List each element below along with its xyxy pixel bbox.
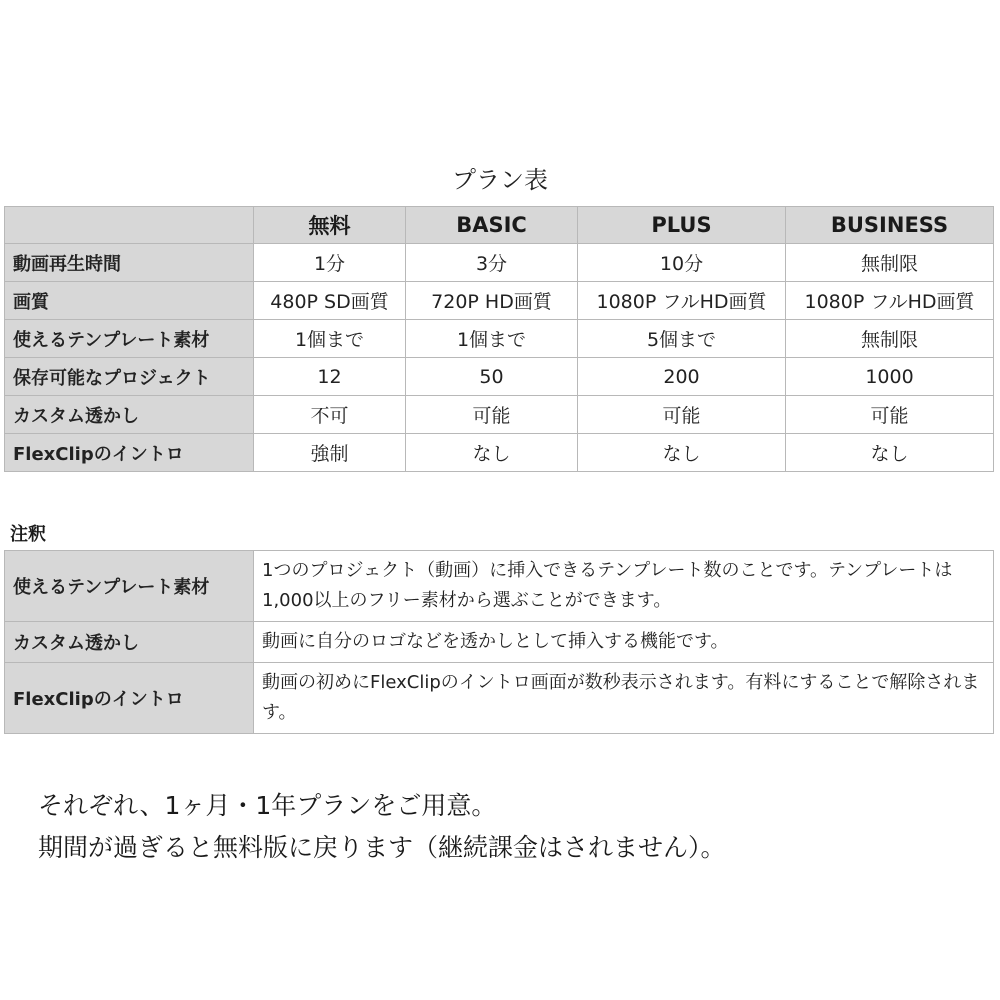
notes-table bbox=[4, 550, 994, 734]
table-cell: 無制限 bbox=[786, 320, 994, 358]
page-title: プラン表 bbox=[452, 166, 548, 194]
header-plus: PLUS bbox=[578, 207, 786, 244]
table-row bbox=[5, 358, 994, 396]
table-cell: なし bbox=[406, 434, 578, 472]
row-label: 使えるテンプレート素材 bbox=[5, 320, 254, 358]
header-corner bbox=[5, 207, 254, 244]
footer-notes bbox=[38, 785, 726, 869]
footer-line-1: それぞれ、1ヶ月・1年プランをご用意。 bbox=[38, 791, 497, 820]
table-cell: 1080P フルHD画質 bbox=[578, 282, 786, 320]
table-cell: 10分 bbox=[578, 244, 786, 282]
notes-row-text: 動画の初めにFlexClipのイントロ画面が数秒表示されます。有料にすることで解除されます。 bbox=[254, 663, 994, 734]
table-cell: 不可 bbox=[254, 396, 406, 434]
row-label: 動画再生時間 bbox=[5, 244, 254, 282]
table-cell: なし bbox=[578, 434, 786, 472]
table-cell: 可能 bbox=[786, 396, 994, 434]
table-cell: 3分 bbox=[406, 244, 578, 282]
notes-row-text: 動画に自分のロゴなどを透かしとして挿入する機能です。 bbox=[254, 622, 994, 663]
header-business: BUSINESS bbox=[786, 207, 994, 244]
notes-row-text: 1つのプロジェクト（動画）に挿入できるテンプレート数のことです。テンプレートは1,000以上のフリー素材から選ぶことができます。 bbox=[254, 551, 994, 622]
table-cell: 480P SD画質 bbox=[254, 282, 406, 320]
table-cell: 1000 bbox=[786, 358, 994, 396]
table-row bbox=[5, 434, 994, 472]
header-free: 無料 bbox=[254, 207, 406, 244]
table-cell: 720P HD画質 bbox=[406, 282, 578, 320]
table-cell: 1個まで bbox=[254, 320, 406, 358]
table-cell: 1個まで bbox=[406, 320, 578, 358]
table-cell: なし bbox=[786, 434, 994, 472]
table-cell: 12 bbox=[254, 358, 406, 396]
table-cell: 50 bbox=[406, 358, 578, 396]
table-row bbox=[5, 396, 994, 434]
footer-line-2: 期間が過ぎると無料版に戻ります（継続課金はされません）。 bbox=[38, 833, 726, 862]
row-label: FlexClipのイントロ bbox=[5, 434, 254, 472]
row-label: カスタム透かし bbox=[5, 396, 254, 434]
table-cell: 無制限 bbox=[786, 244, 994, 282]
plan-table-header-row bbox=[5, 207, 994, 244]
row-label: 画質 bbox=[5, 282, 254, 320]
table-row bbox=[5, 320, 994, 358]
notes-heading: 注釈 bbox=[10, 524, 46, 545]
row-label: 保存可能なプロジェクト bbox=[5, 358, 254, 396]
notes-row bbox=[5, 663, 994, 734]
notes-row-label: カスタム透かし bbox=[5, 622, 254, 663]
table-cell: 200 bbox=[578, 358, 786, 396]
table-cell: 可能 bbox=[578, 396, 786, 434]
notes-row-label: FlexClipのイントロ bbox=[5, 663, 254, 734]
notes-row bbox=[5, 551, 994, 622]
table-row bbox=[5, 244, 994, 282]
notes-row bbox=[5, 622, 994, 663]
plan-table bbox=[4, 206, 994, 472]
table-row bbox=[5, 282, 994, 320]
table-cell: 強制 bbox=[254, 434, 406, 472]
table-cell: 可能 bbox=[406, 396, 578, 434]
table-cell: 1080P フルHD画質 bbox=[786, 282, 994, 320]
notes-row-label: 使えるテンプレート素材 bbox=[5, 551, 254, 622]
table-cell: 1分 bbox=[254, 244, 406, 282]
header-basic: BASIC bbox=[406, 207, 578, 244]
table-cell: 5個まで bbox=[578, 320, 786, 358]
